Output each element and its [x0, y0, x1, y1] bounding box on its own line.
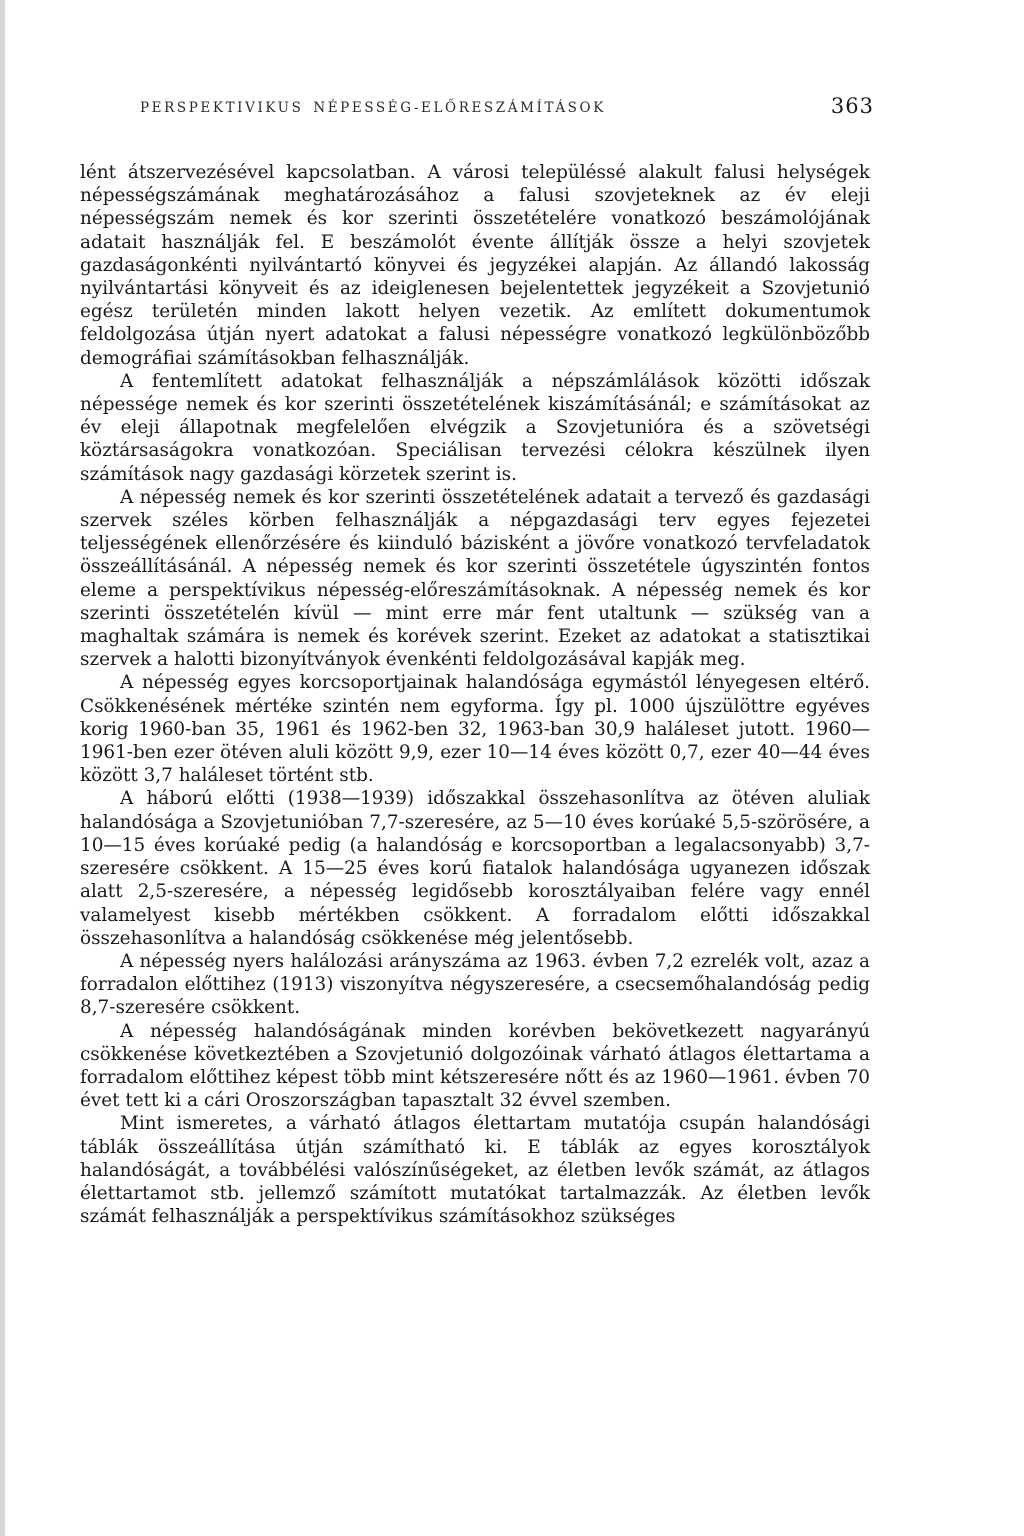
running-title: PERSPEKTIVIKUS NÉPESSÉG-ELŐRESZÁMÍTÁSOK	[140, 100, 606, 116]
body-text	[80, 161, 870, 1228]
paragraph: A fentemlített adatokat felhasználják a népszámlálások közötti időszak népessége nemek és kor szerinti összetételének kiszámításánál; e számításokat az év eleji állapotnak megfelelően elvégzik a Szovjetunióra és a szövetségi köztársaságokra vonatkozóan. Speciálisan tervezési célokra készülnek ilyen számítások nagy gazdasági körzetek szerint is.	[80, 370, 870, 485]
running-head	[80, 94, 874, 128]
book-page	[80, 94, 874, 1228]
paragraph: A népesség nyers halálozási arányszáma az 1963. évben 7,2 ezrelék volt, azaz a forradalon előttihez (1913) viszonyítva négyszeresére, a csecsemőhalandóság pedig 8,7-szeresére csökkent.	[80, 950, 870, 1019]
scan-edge	[0, 0, 5, 1536]
paragraph: A népesség nemek és kor szerinti összetételének adatait a tervező és gazdasági szervek széles körben felhasználják a népgazdasági terv egyes fejezetei teljességének ellenőrzésére és kiinduló bázisként a jövőre vonatkozó tervfeladatok összeállításánál. A népesség nemek és kor szerinti összetétele úgyszintén fontos eleme a perspektívikus népesség-előreszámításoknak. A népesség nemek és kor szerinti összetételén kívül — mint erre már fent utaltunk — szükség van a maghaltak számára is nemek és korévek szerint. Ezeket az adatokat a statisztikai szervek a halotti bizonyítványok évenkénti feldolgozásával kapják meg.	[80, 486, 870, 671]
paragraph: A háború előtti (1938—1939) időszakkal összehasonlítva az ötéven aluliak halandósága a Szovjetunióban 7,7-szeresére, az 5—10 éves korúaké 5,5-szörösére, a 10—15 éves korúaké pedig (a halandóság e korcsoportban a legalacsonyabb) 3,7-szeresére csökkent. A 15—25 éves korú fiatalok halandósága ugyanezen időszak alatt 2,5-szeresére, a népesség legidősebb korosztályaiban felére vagy ennél valamelyest kisebb mértékben csökkent. A forradalom előtti időszakkal összehasonlítva a halandóság csökkenése még jelentősebb.	[80, 788, 870, 949]
paragraph: A népesség egyes korcsoportjainak halandósága egymástól lényegesen eltérő. Csökkenésének mértéke szintén nem egyforma. Így pl. 1000 újszülöttre egyéves korig 1960-ban 35, 1961 és 1962-ben 32, 1963-ban 30,9 haláleset jutott. 1960—1961-ben ezer ötéven aluli között 9,9, ezer 10—14 éves között 0,7, ezer 40—44 éves között 3,7 haláleset történt stb.	[80, 672, 870, 787]
paragraph: Mint ismeretes, a várható átlagos élettartam mutatója csupán halandósági táblák összeállítása útján számítható ki. E táblák az egyes korosztályok halandóságát, a továbbélési valószínűségeket, az életben levők számát, az átlagos élettartamot stb. jellemző számított mutatókat tartalmazzák. Az életben levők számát felhasználják a perspektívikus számításokhoz szükséges	[80, 1113, 870, 1228]
paragraph: A népesség halandóságának minden korévben bekövetkezett nagyarányú csökkenése következtében a Szovjetunió dolgozóinak várható átlagos élettartama a forradalom előttihez képest több mint kétszeresére nőtt és az 1960—1961. évben 70 évet tett ki a cári Oroszországban tapasztalt 32 évvel szemben.	[80, 1020, 870, 1112]
page-number: 363	[830, 94, 874, 118]
paragraph: lént átszervezésével kapcsolatban. A városi településsé alakult falusi helységek népességszámának meghatározásához a falusi szovjeteknek az év eleji népességszám nemek és kor szerinti összetételére vonatkozó beszámolójának adatait használják fel. E beszámolót évente állítják össze a helyi szovjetek gazdaságonkénti nyilvántartó könyvei és jegyzékei alapján. Az állandó lakosság nyilvántartási könyveit és az ideiglenesen bejelentettek jegyzékeit a Szovjetunió egész területén minden lakott helyen vezetik. Az említett dokumentumok feldolgozása útján nyert adatokat a falusi népességre vonatkozó legkülönbözőbb demográfiai számításokban felhasználják.	[80, 162, 870, 369]
